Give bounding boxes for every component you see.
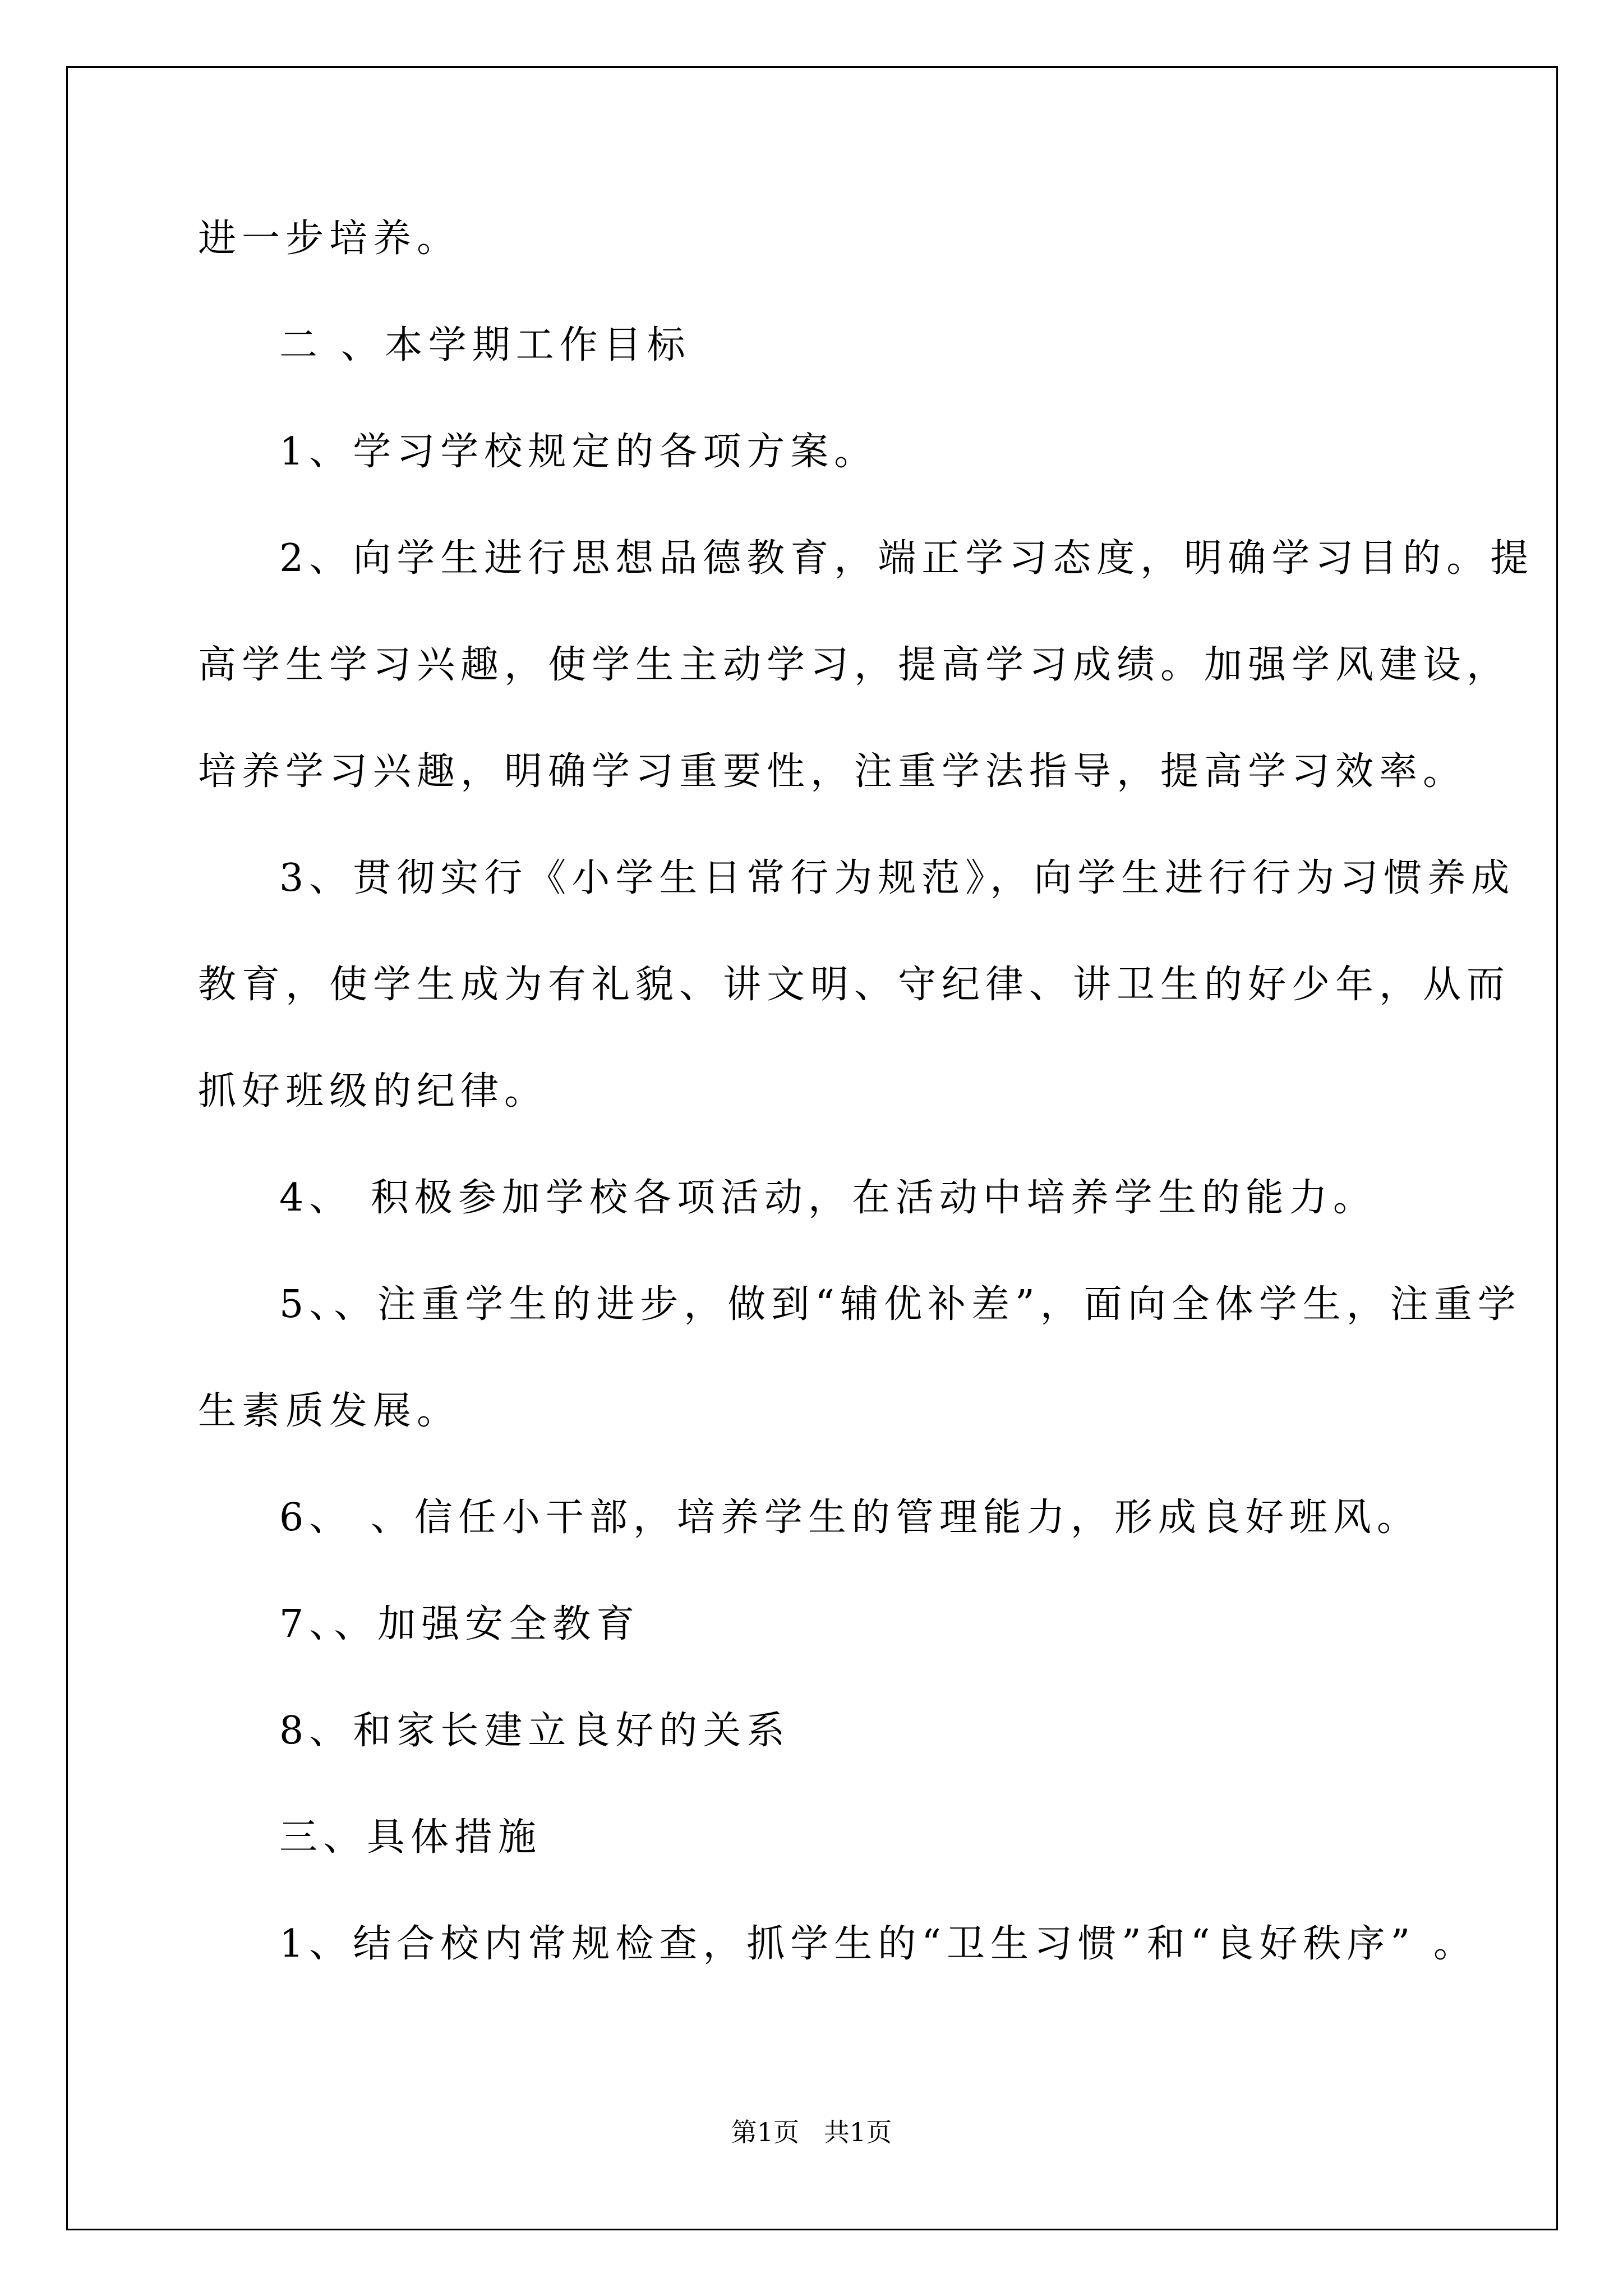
- paragraph-line: 进一步培养。: [198, 217, 461, 261]
- paragraph-line: 高学生学习兴趣，使学生主动学习，提高学习成绩。加强学风建设，: [198, 643, 1511, 687]
- paragraph-line: 4、 积极参加学校各项活动，在活动中培养学生的能力。: [279, 1176, 1377, 1220]
- paragraph-line: 生素质发展。: [198, 1389, 461, 1433]
- paragraph-line: 培养学习兴趣，明确学习重要性，注重学法指导，提高学习效率。: [198, 749, 1467, 794]
- paragraph-line: 3、贯彻实行《小学生日常行为规范》，向学生进行行为习惯养成: [279, 856, 1515, 900]
- paragraph-line: 抓好班级的纪律。: [198, 1069, 548, 1114]
- paragraph-line: 7、、加强安全教育: [279, 1602, 640, 1646]
- paragraph-line: 6、 、信任小干部，培养学生的管理能力，形成良好班风。: [279, 1496, 1421, 1540]
- paragraph-line: 2、向学生进行思想品德教育，端正学习态度，明确学习目的。提: [279, 536, 1534, 581]
- paragraph-line: 1、学习学校规定的各项方案。: [279, 430, 878, 474]
- page-footer: 第1页 共1页: [731, 2117, 892, 2147]
- paragraph-line: 教育，使学生成为有礼貌、讲文明、守纪律、讲卫生的好少年，从而: [198, 963, 1511, 1007]
- section-heading: 二 、本学期工作目标: [279, 323, 691, 367]
- paragraph-line: 8、和家长建立良好的关系: [279, 1709, 791, 1753]
- paragraph-line: 1、结合校内常规检查，抓学生的“卫生习惯”和“良好秩序” 。: [279, 1922, 1477, 1966]
- document-body: [198, 211, 1534, 2023]
- section-heading: 三、具体措施: [279, 1815, 542, 1860]
- paragraph-line: 5、、注重学生的进步，做到“辅优补差”，面向全体学生，注重学: [279, 1282, 1521, 1327]
